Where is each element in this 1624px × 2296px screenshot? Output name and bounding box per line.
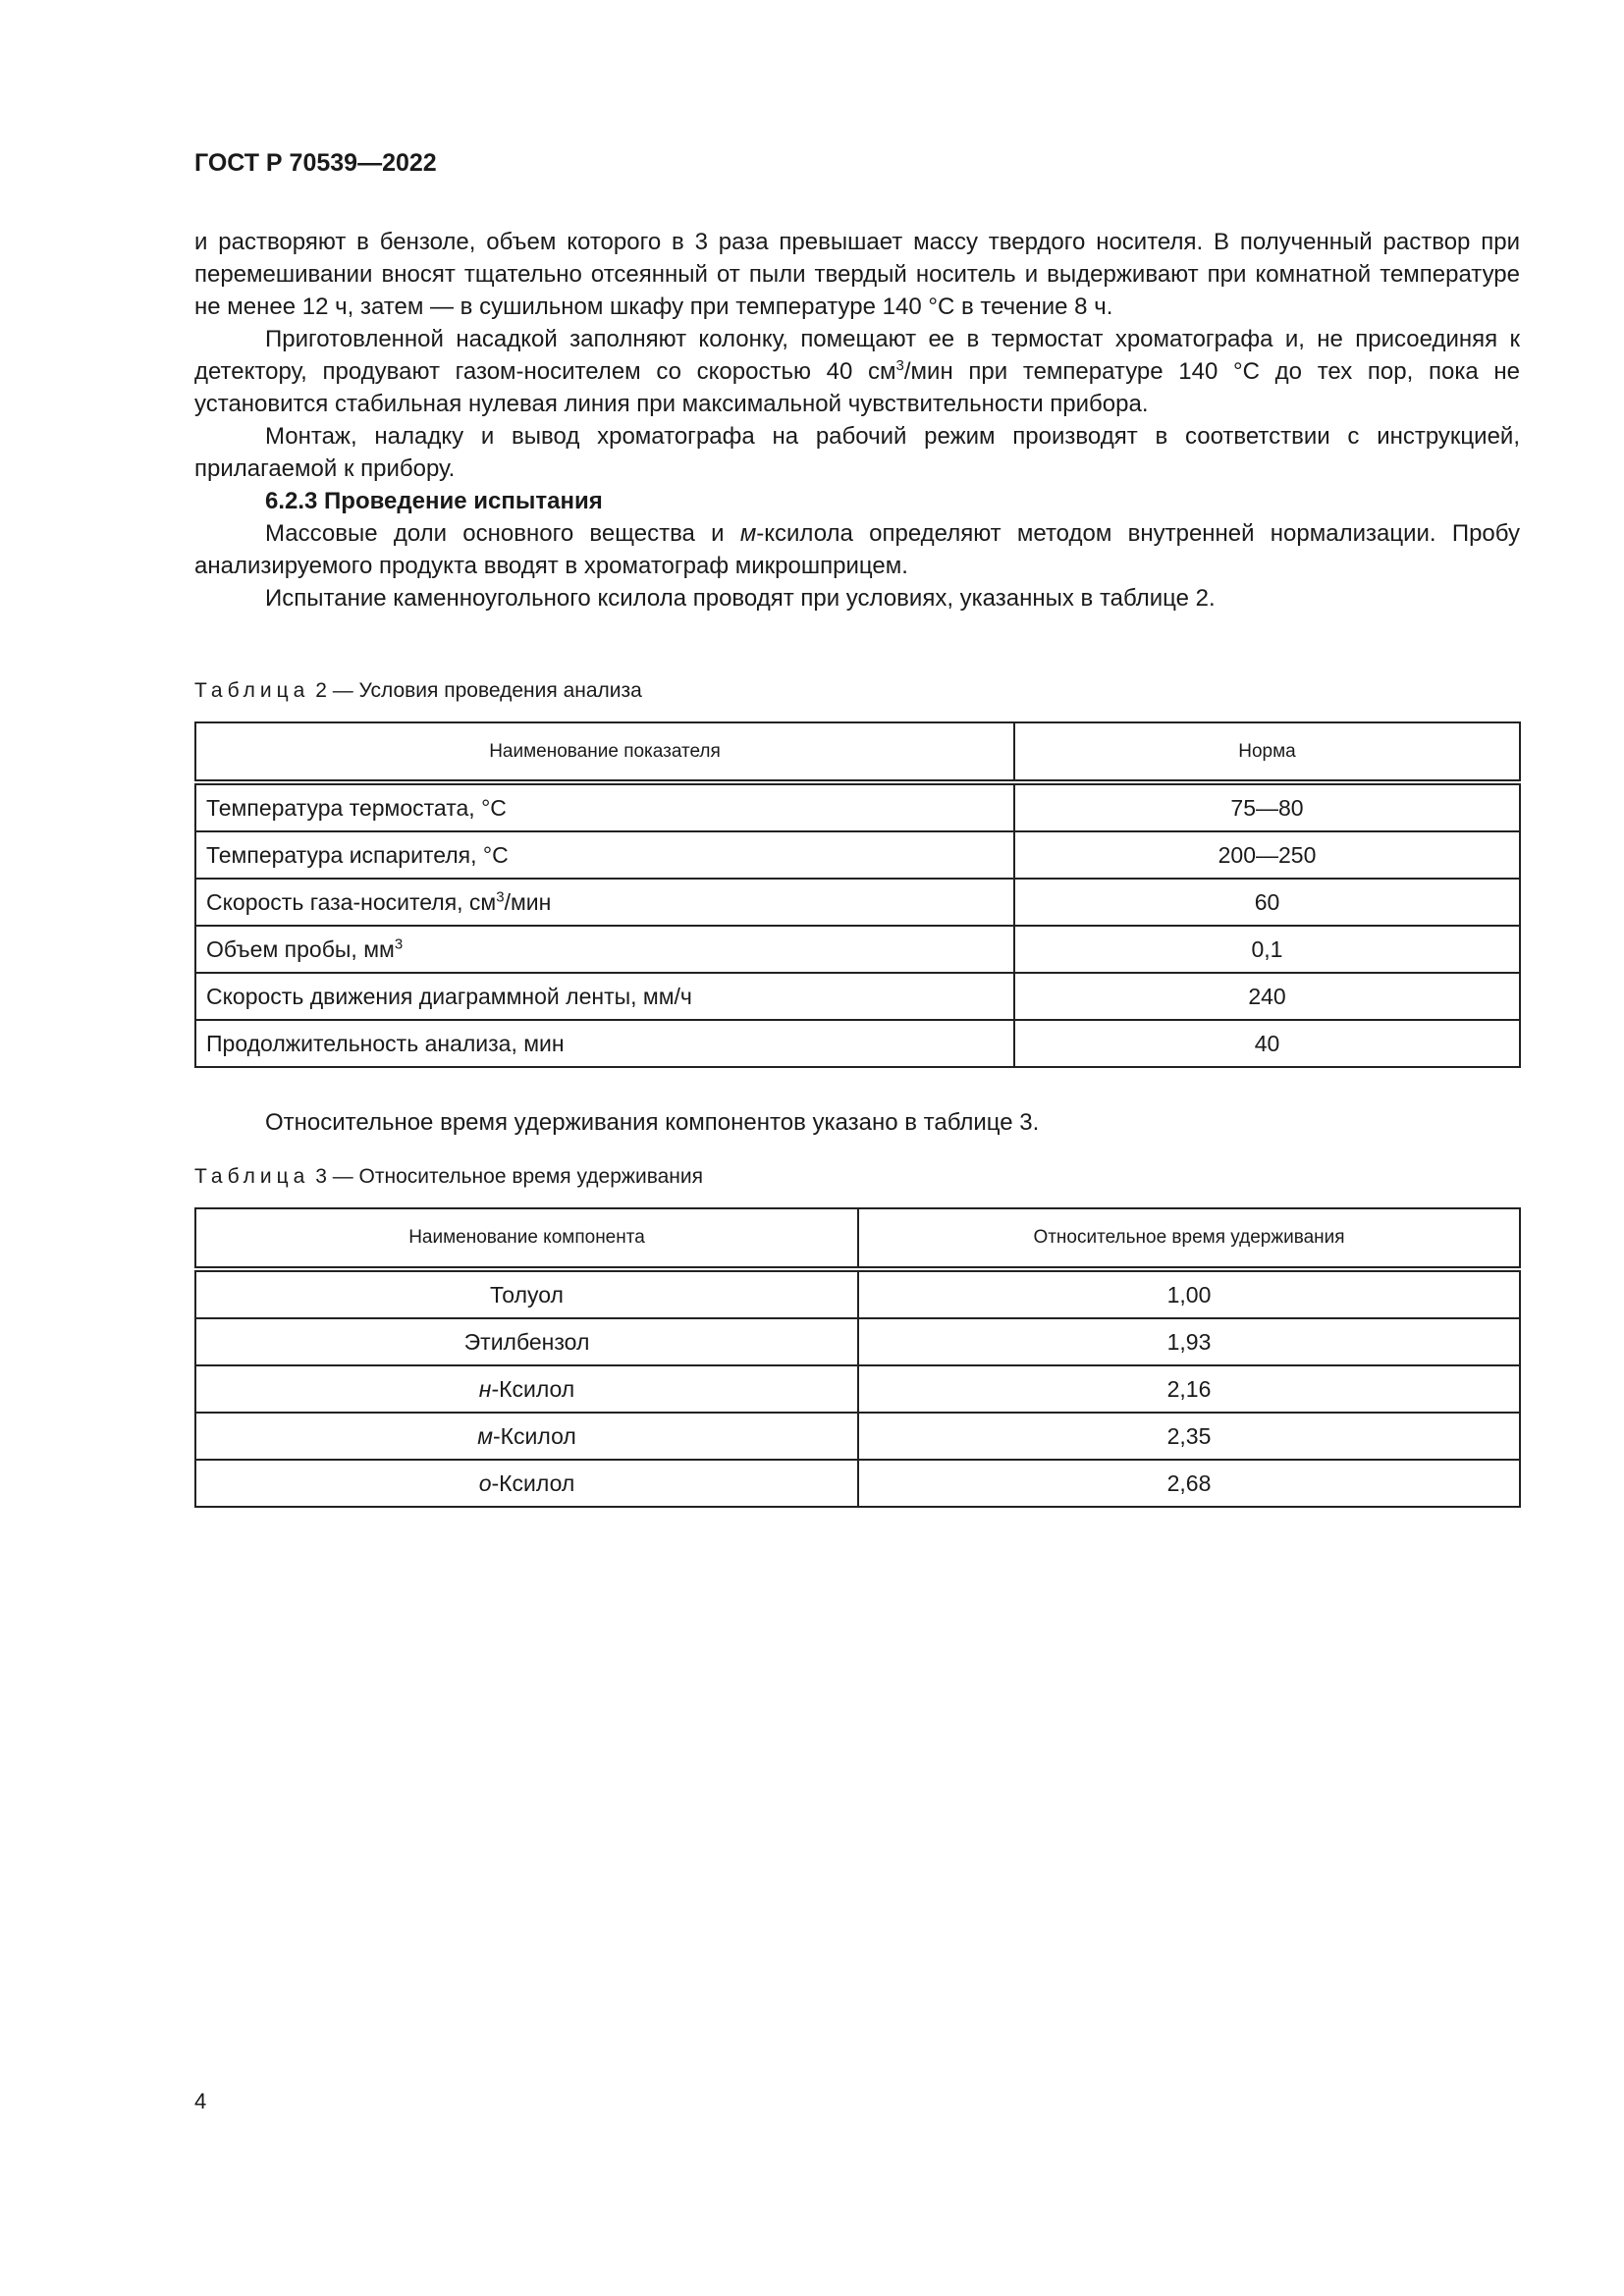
paragraph: Относительное время удерживания компонентов указано в таблице 3. xyxy=(265,1109,1040,1136)
table-row xyxy=(195,1413,1520,1460)
superscript: 3 xyxy=(895,357,904,374)
text: -ксилола определяют методом внутренней нормализации. Пробу анализируемого продукта вводят в хроматограф микрошприцем. xyxy=(194,520,1520,579)
section-heading: 6.2.3 Проведение испытания xyxy=(265,488,603,514)
parameter-value: 75—80 xyxy=(1014,782,1520,831)
table-row xyxy=(195,926,1520,973)
text: /мин при температуре 140 °С до тех пор, пока не установится стабильная нулевая линия при максимальной чувствительности прибора. xyxy=(194,358,1520,417)
table-row xyxy=(195,1020,1520,1067)
superscript: 3 xyxy=(394,934,404,952)
parameter-name xyxy=(195,973,1014,1020)
column-header: Наименование компонента xyxy=(195,1208,858,1269)
caption-label: Таблица xyxy=(194,679,310,702)
table-analysis-conditions xyxy=(194,721,1521,1068)
parameter-value: 240 xyxy=(1014,973,1520,1020)
text: Скорость газа-носителя, см xyxy=(206,888,497,915)
column-header: Наименование показателя xyxy=(195,722,1014,782)
component-name xyxy=(195,1365,858,1413)
table-row xyxy=(195,1460,1520,1507)
text: Температура испарителя, °С xyxy=(206,841,509,868)
text: /мин xyxy=(504,888,552,915)
page-number: 4 xyxy=(194,2089,207,2113)
table-row xyxy=(195,831,1520,879)
parameter-name xyxy=(195,1020,1014,1067)
component-name xyxy=(195,1318,858,1365)
text: н xyxy=(478,1375,492,1402)
text: Массовые доли основного вещества и xyxy=(265,520,740,547)
text: Скорость движения диаграммной ленты, мм/ч xyxy=(206,983,692,1009)
text: Температура термостата, °С xyxy=(206,794,507,821)
paragraph xyxy=(194,517,1520,582)
component-name xyxy=(195,1413,858,1460)
parameter-name xyxy=(195,879,1014,926)
table-row xyxy=(195,1318,1520,1365)
text: м xyxy=(739,520,757,547)
text: Этилбензол xyxy=(463,1328,590,1355)
text: -Ксилол xyxy=(491,1375,575,1402)
paragraph xyxy=(194,323,1520,420)
parameter-name xyxy=(195,782,1014,831)
table-header-row xyxy=(195,1208,1520,1269)
caption-text: 2 — Условия проведения анализа xyxy=(315,679,642,702)
document-header: ГОСТ Р 70539—2022 xyxy=(194,149,437,177)
component-name xyxy=(195,1460,858,1507)
table-header-row xyxy=(195,722,1520,782)
text: -Ксилол xyxy=(491,1469,575,1496)
text: Объем пробы, мм xyxy=(206,935,395,962)
text: м xyxy=(477,1422,493,1449)
paragraph: и растворяют в бензоле, объем которого в 3 раза превышает массу твердого носителя. В полученный раствор при перемешивании вносят тщательно отсеянный от пыли твердый носитель и выдерживают при комнатной температуре не менее 12 ч, затем — в сушильном шкафу при температуре 140 °С в течение 8 ч. xyxy=(194,229,1520,320)
column-header: Норма xyxy=(1014,722,1520,782)
retention-value: 2,35 xyxy=(858,1413,1520,1460)
text: Толуол xyxy=(490,1281,564,1308)
retention-value: 1,00 xyxy=(858,1269,1520,1318)
parameter-value: 0,1 xyxy=(1014,926,1520,973)
retention-value: 2,68 xyxy=(858,1460,1520,1507)
superscript: 3 xyxy=(496,887,505,905)
component-name xyxy=(195,1269,858,1318)
parameter-value: 40 xyxy=(1014,1020,1520,1067)
table-row xyxy=(195,1365,1520,1413)
paragraph: Испытание каменноугольного ксилола проводят при условиях, указанных в таблице 2. xyxy=(265,585,1216,612)
caption-text: 3 — Относительное время удерживания xyxy=(315,1165,703,1188)
table-row xyxy=(195,879,1520,926)
parameter-value: 200—250 xyxy=(1014,831,1520,879)
table-row xyxy=(195,782,1520,831)
table-row xyxy=(195,1269,1520,1318)
text: Продолжительность анализа, мин xyxy=(206,1030,565,1056)
body-text xyxy=(194,226,1520,614)
retention-value: 2,16 xyxy=(858,1365,1520,1413)
caption-label: Таблица xyxy=(194,1165,310,1188)
parameter-name xyxy=(195,926,1014,973)
parameter-name xyxy=(195,831,1014,879)
table-row xyxy=(195,973,1520,1020)
table3-caption xyxy=(194,1165,703,1189)
text: о xyxy=(478,1469,492,1496)
retention-value: 1,93 xyxy=(858,1318,1520,1365)
text: -Ксилол xyxy=(492,1422,576,1449)
text: Приготовленной насадкой заполняют колонку, помещают ее в термостат хроматографа и, не присоединяя к детектору, продувают газом-носителем со скоростью 40 см xyxy=(194,326,1520,385)
table2-caption xyxy=(194,679,642,703)
paragraph: Монтаж, наладку и вывод хроматографа на рабочий режим производят в соответствии с инструкцией, прилагаемой к прибору. xyxy=(194,423,1520,482)
column-header: Относительное время удерживания xyxy=(858,1208,1520,1269)
table-retention-time xyxy=(194,1207,1521,1508)
parameter-value: 60 xyxy=(1014,879,1520,926)
